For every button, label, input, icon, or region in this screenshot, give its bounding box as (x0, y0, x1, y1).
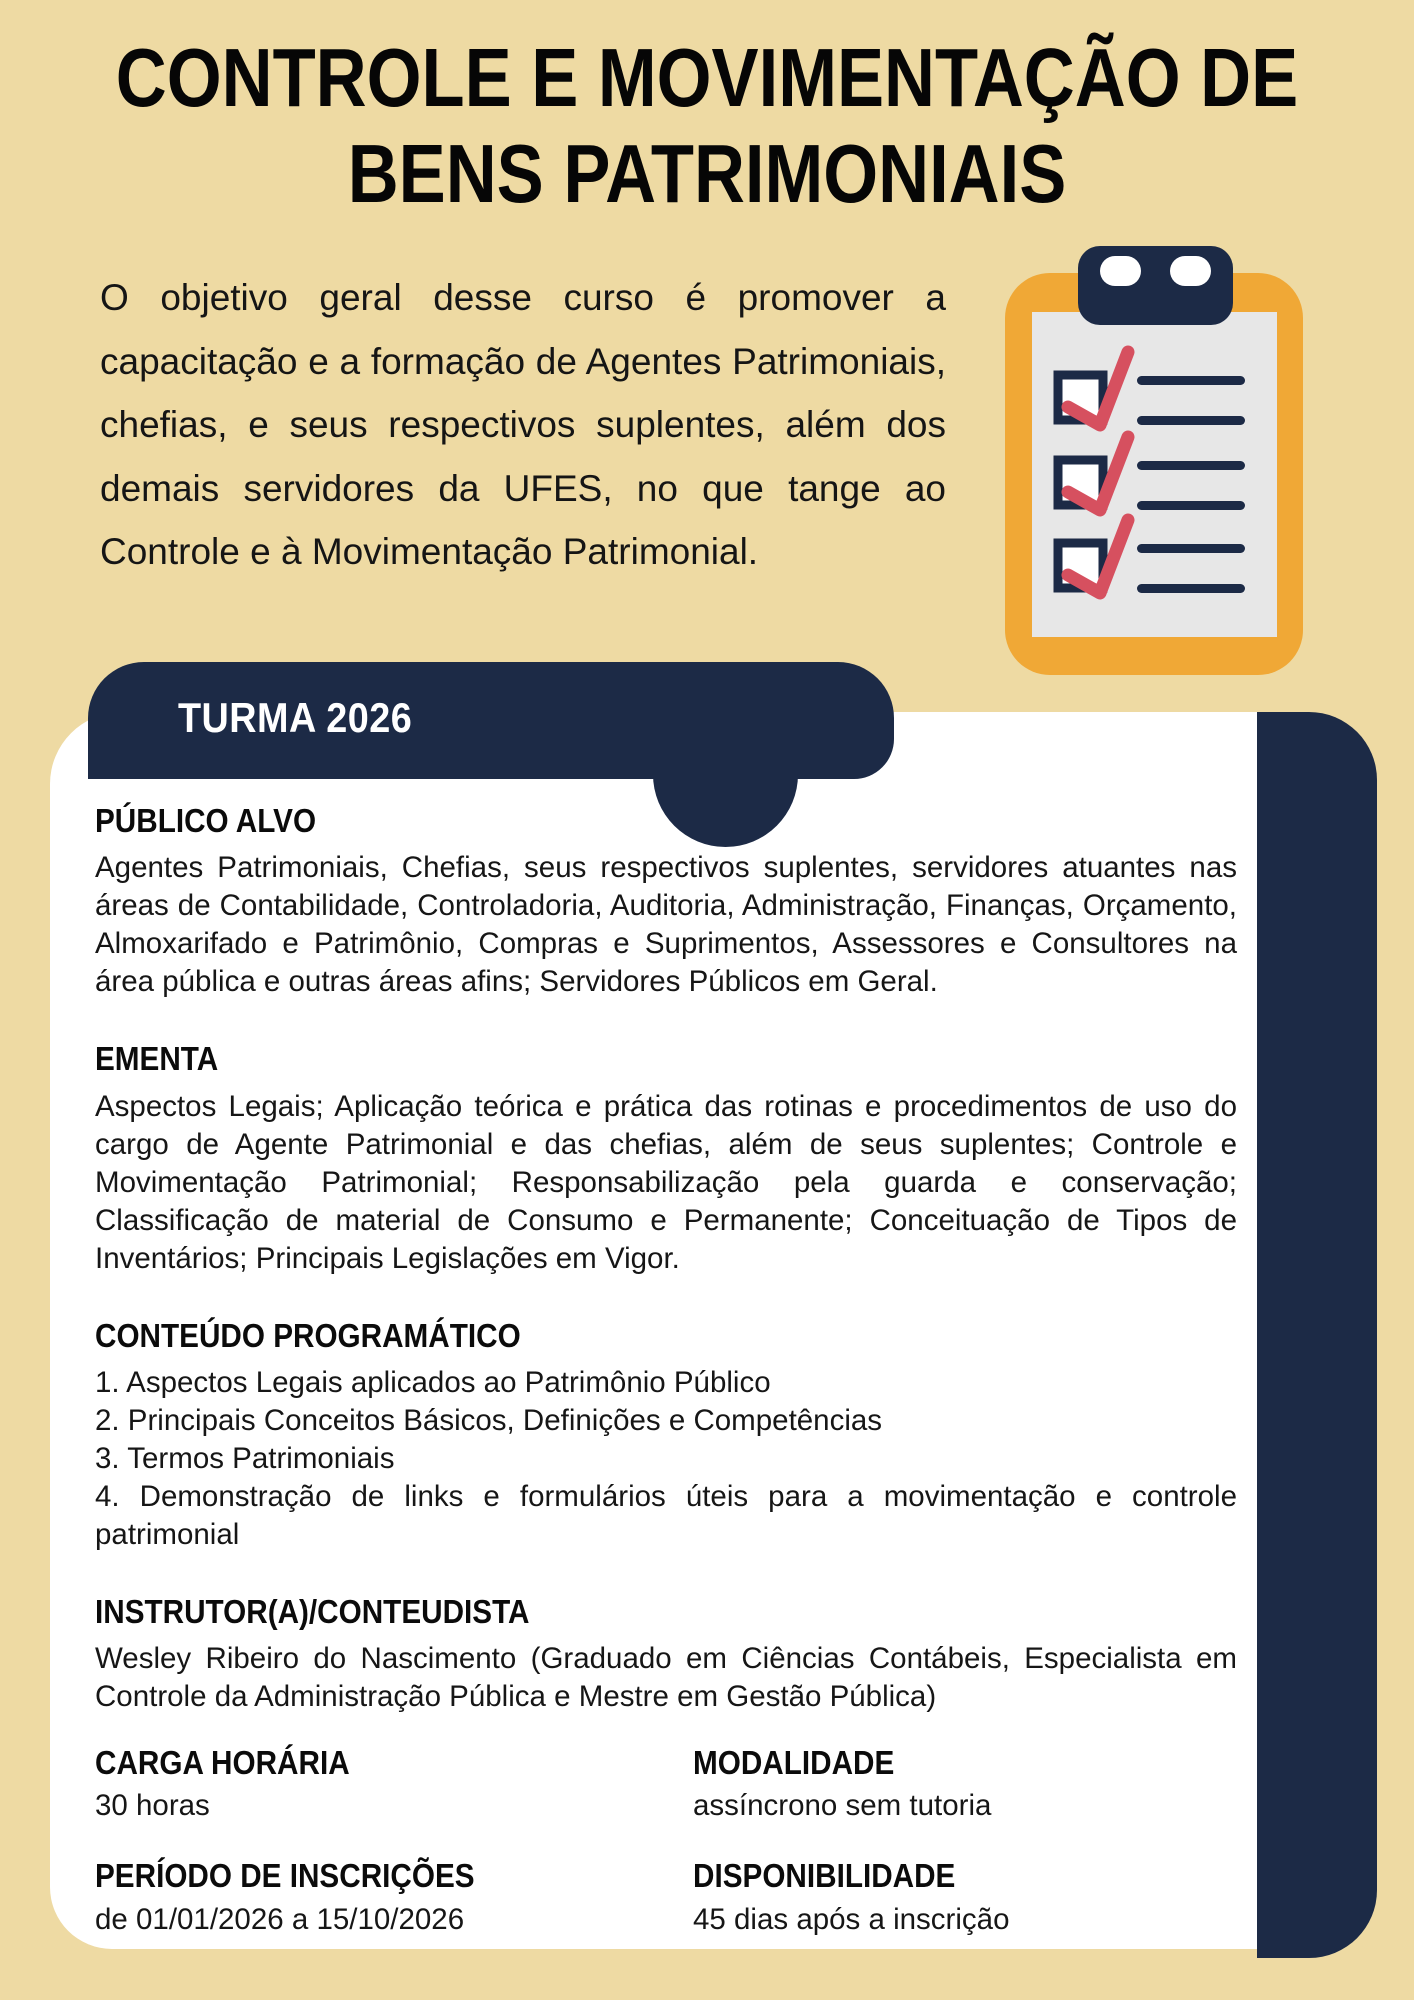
modalidade-value: assíncrono sem tutoria (693, 1789, 992, 1823)
course-title-line-1: CONTROLE E MOVIMENTAÇÃO DE (115, 31, 1299, 124)
clip-slot-right (1170, 256, 1211, 286)
carga-horaria-heading: CARGA HORÁRIA (95, 1744, 350, 1781)
clipboard-checklist-icon (1003, 246, 1303, 676)
disponibilidade-heading: DISPONIBILIDADE (693, 1857, 956, 1895)
section-instrutor (95, 1591, 1237, 1716)
publico-alvo-body: Agentes Patrimoniais, Chefias, seus respectivos suplentes, servidores atuantes nas áreas de Contabilidade, Controladoria, Auditoria, Administração, Finanças, Orçamento, Almoxarifado e Patrimônio, Compras e Suprimentos, Assessores e Consultores na área pública e outras áreas afins; Servidores Públicos em Geral. (95, 851, 1237, 999)
info-row-2 (95, 1855, 1237, 1938)
info-row-1 (95, 1742, 1237, 1825)
modalidade-block (693, 1742, 1237, 1825)
conteudo-item-2: 2. Principais Conceitos Básicos, Definições e Competências (95, 1403, 883, 1437)
content-card (50, 712, 1257, 1949)
clipboard-clip (1078, 246, 1233, 325)
section-conteudo-programatico (95, 1315, 1237, 1554)
turma-banner (88, 662, 894, 779)
disponibilidade-block (693, 1855, 1237, 1938)
side-accent-bar (1257, 712, 1377, 1958)
ementa-body: Aspectos Legais; Aplicação teórica e prática das rotinas e procedimentos de uso do cargo de Agente Patrimonial e das chefias, além de seus suplentes; Controle e Movimentação Patrimonial; Responsabilização pela guarda e conservação; Classificação de material de Consumo e Permanente; Conceituação de Tipos de Inventários; Principais Legislações em Vigor. (95, 1089, 1237, 1275)
text-line (1137, 461, 1245, 470)
clip-slot-left (1100, 256, 1141, 286)
carga-horaria-value: 30 horas (95, 1789, 210, 1823)
course-description: O objetivo geral desse curso é promover a capacitação e a formação de Agentes Patrimoniais, chefias, e seus respectivos suplentes, além dos demais servidores da UFES, no que tange ao Controle e à Movimentação Patrimonial. (100, 277, 946, 572)
text-line (1137, 501, 1245, 510)
periodo-inscricoes-block (95, 1855, 693, 1938)
course-title-line-2: BENS PATRIMONIAIS (347, 127, 1067, 220)
instrutor-body: Wesley Ribeiro do Nascimento (Graduado em Ciências Contábeis, Especialista em Controle da Administração Pública e Mestre em Gestão Pública) (95, 1642, 1237, 1713)
text-line (1137, 376, 1245, 385)
text-line (1137, 544, 1245, 553)
conteudo-item-4: 4. Demonstração de links e formulários úteis para a movimentação e controle patrimonial (95, 1479, 1237, 1551)
periodo-inscricoes-value: de 01/01/2026 a 15/10/2026 (95, 1902, 465, 1936)
section-ementa (95, 1038, 1237, 1277)
modalidade-heading: MODALIDADE (693, 1744, 895, 1781)
turma-banner-label: TURMA 2026 (178, 693, 413, 741)
conteudo-item-1: 1. Aspectos Legais aplicados ao Patrimônio Público (95, 1365, 771, 1399)
publico-alvo-heading: PÚBLICO ALVO (95, 802, 317, 839)
conteudo-heading: CONTEÚDO PROGRAMÁTICO (95, 1316, 521, 1354)
course-title (0, 30, 1414, 222)
carga-horaria-block (95, 1742, 693, 1825)
disponibilidade-value: 45 dias após a inscrição (693, 1902, 1010, 1936)
section-publico-alvo (95, 800, 1237, 1001)
text-line (1137, 584, 1245, 593)
conteudo-item-3: 3. Termos Patrimoniais (95, 1441, 395, 1475)
text-line (1137, 416, 1245, 425)
ementa-heading: EMENTA (95, 1040, 219, 1078)
periodo-inscricoes-heading: PERÍODO DE INSCRIÇÕES (95, 1857, 475, 1895)
instrutor-heading: INSTRUTOR(A)/CONTEUDISTA (95, 1592, 530, 1630)
